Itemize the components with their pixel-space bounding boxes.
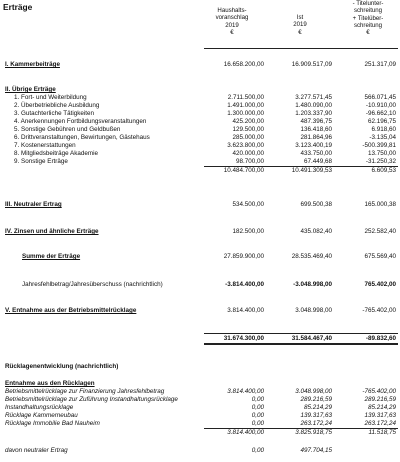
value-actual: 289.216,59 — [300, 396, 332, 403]
grand-total-actual: 31.584.467,40 — [291, 335, 332, 342]
value-budget: 0,00 — [251, 404, 264, 411]
value-actual: 281.864,96 — [300, 134, 332, 141]
value-deviation: 289.216,59 — [364, 396, 396, 403]
neutral-income-budget: 0,00 — [251, 447, 264, 454]
value-budget: 129.500,00 — [232, 126, 264, 133]
reserves-total-actual: 3.825.918,75 — [295, 429, 332, 436]
reserves-subtitle: Entnahme aus den Rücklagen — [5, 380, 95, 387]
reserves-total-budget: 3.814.400,00 — [227, 429, 264, 436]
value-deviation: -765.402,00 — [362, 307, 396, 314]
value-budget: 534.500,00 — [232, 201, 264, 208]
section-label-neutral-income: III. Neutraler Ertrag — [5, 201, 62, 208]
grand-total-underline-2 — [204, 344, 398, 345]
header-budget-line1: Haushalts- — [217, 7, 247, 14]
value-actual: 3.123.400,19 — [295, 142, 332, 149]
value-actual: 16.909.517,09 — [291, 61, 332, 68]
value-budget: 98.700,00 — [235, 158, 264, 165]
header-divider — [204, 48, 398, 49]
value-actual: 699.500,38 — [300, 201, 332, 208]
value-budget: 2.711.500,00 — [227, 94, 264, 101]
value-budget: 1.491.000,00 — [227, 102, 264, 109]
section-label-interest-income: IV. Zinsen und ähnliche Erträge — [5, 228, 99, 235]
value-actual: -3.048.998,00 — [293, 281, 332, 288]
subtotal-budget: 10.484.700,00 — [223, 167, 264, 174]
value-actual: 1.203.337,90 — [295, 110, 332, 117]
value-budget: -3.814.400,00 — [225, 281, 264, 288]
neutral-income-actual: 497.704,15 — [300, 447, 332, 454]
grand-total-top-line — [204, 333, 398, 334]
value-budget: 1.300.000,00 — [227, 110, 264, 117]
row-label: Instandhaltungsrücklage — [5, 404, 74, 411]
value-actual: 3.048.998,00 — [295, 307, 332, 314]
value-budget: 0,00 — [251, 396, 264, 403]
row-label: 2. Überbetriebliche Ausbildung — [14, 102, 100, 109]
value-actual: 139.317,63 — [300, 412, 332, 419]
header-budget-unit: € — [230, 28, 234, 36]
header-actual — [268, 14, 332, 36]
value-deviation: 62.196,75 — [367, 118, 396, 125]
header-actual-line2: 2019 — [293, 21, 307, 29]
header-deviation-line3: + Titelüber- — [352, 14, 384, 22]
header-deviation — [336, 0, 400, 36]
row-label: 9. Sonstige Erträge — [14, 158, 68, 165]
value-deviation: 251.317,09 — [364, 61, 396, 68]
value-actual: 435.082,40 — [300, 228, 332, 235]
value-actual: 3.048.998,00 — [295, 388, 332, 395]
header-actual-unit: € — [298, 28, 302, 36]
value-budget: 0,00 — [251, 412, 264, 419]
value-budget: 425.200,00 — [232, 118, 264, 125]
header-budget-line2: voranschlag — [215, 14, 249, 22]
row-label: Betriebsmittelrücklage zur Zuführung Instandhaltungsrücklage — [5, 396, 178, 403]
value-deviation: 85.214,29 — [367, 404, 396, 411]
row-label: Betriebsmittelrücklage zur Finanzierung Jahresfehlbetrag — [5, 388, 165, 395]
value-deviation: 252.582,40 — [364, 228, 396, 235]
value-deviation: 263.172,24 — [364, 420, 396, 427]
subtotal-actual: 10.491.309,53 — [291, 167, 332, 174]
value-deviation: -765.402,00 — [362, 388, 396, 395]
section-label-other-income: II. Übrige Erträge — [5, 86, 56, 93]
row-label: 3. Gutachterliche Tätigkeiten — [14, 110, 95, 117]
value-actual: 85.214,29 — [303, 404, 332, 411]
value-budget: 285.000,00 — [232, 134, 264, 141]
header-budget — [200, 7, 264, 36]
header-budget-line3: 2019 — [225, 21, 239, 29]
value-budget: 16.658.200,00 — [223, 61, 264, 68]
value-deviation: 13.750,00 — [367, 150, 396, 157]
value-actual: 136.418,60 — [300, 126, 332, 133]
value-budget: 3.814.400,00 — [227, 388, 264, 395]
row-label: 1. Fort- und Weiterbildung — [14, 94, 87, 101]
value-budget: 27.859.900,00 — [223, 253, 264, 260]
value-deviation: 566.071,45 — [364, 94, 396, 101]
value-deviation: 139.317,63 — [364, 412, 396, 419]
value-actual: 3.277.571,45 — [295, 94, 332, 101]
value-budget: 420.000,00 — [232, 150, 264, 157]
header-deviation-line2: schreitung — [353, 7, 383, 15]
value-budget: 3.623.800,00 — [227, 142, 264, 149]
row-label: 8. Mitgliedsbeiträge Akademie — [14, 150, 99, 157]
grand-total-underline-1 — [204, 343, 398, 344]
value-deviation: -96.662,10 — [365, 110, 396, 117]
section-label-membership-fees: I. Kammerbeiträge — [5, 61, 60, 68]
row-label: 7. Kostenerstattungen — [14, 142, 76, 149]
row-label: Rücklage Immobilie Bad Nauheim — [5, 420, 100, 427]
row-label: 5. Sonstige Gebühren und Geldbußen — [14, 126, 121, 133]
row-label: 4. Anerkennungen Fortbildungsveranstaltungen — [14, 118, 147, 125]
header-deviation-line1: - Titelunter- — [352, 0, 384, 7]
value-actual: 28.535.469,40 — [291, 253, 332, 260]
value-budget: 0,00 — [251, 420, 264, 427]
value-budget: 3.814.400,00 — [227, 307, 264, 314]
value-deviation: 6.918,60 — [371, 126, 396, 133]
row-label: Rücklage Kammerneubau — [5, 412, 78, 419]
header-deviation-line4: schreitung — [353, 21, 383, 29]
value-deviation: -10.910,00 — [365, 102, 396, 109]
section-label-reserve-withdrawal: V. Entnahme aus der Betriebsmittelrücklage — [5, 307, 137, 314]
reserves-total-deviation: 11.518,75 — [368, 429, 396, 436]
value-deviation: 765.402,00 — [364, 281, 396, 288]
value-budget: 182.500,00 — [232, 228, 264, 235]
neutral-income-label: davon neutraler Ertrag — [5, 447, 68, 454]
value-actual: 67.449,68 — [303, 158, 332, 165]
grand-total-deviation: -89.832,60 — [365, 335, 396, 342]
annual-result-label: Jahresfehlbetrag/Jahresüberschuss (nachrichtlich) — [22, 281, 163, 288]
value-actual: 487.396,75 — [300, 118, 332, 125]
sum-income-label: Summe der Erträge — [22, 253, 81, 260]
value-deviation: -3.135,04 — [369, 134, 396, 141]
value-deviation: 675.569,40 — [364, 253, 396, 260]
value-deviation: -500.399,81 — [362, 142, 396, 149]
header-actual-line1: Ist — [296, 14, 304, 21]
header-deviation-unit: € — [366, 29, 370, 37]
grand-total-budget: 31.674.300,00 — [223, 335, 264, 342]
value-actual: 263.172,24 — [300, 420, 332, 427]
value-actual: 1.480.090,00 — [295, 102, 332, 109]
value-deviation: -31.250,32 — [365, 158, 396, 165]
page-title: Erträge — [3, 2, 33, 12]
row-label: 6. Drittveranstaltungen, Bewirtungen, Gästehaus — [14, 134, 150, 141]
subtotal-deviation: 6.609,53 — [371, 167, 396, 174]
value-actual: 433.750,00 — [300, 150, 332, 157]
value-deviation: 165.000,38 — [364, 201, 396, 208]
reserves-title: Rücklagenentwicklung (nachrichtlich) — [5, 363, 119, 370]
